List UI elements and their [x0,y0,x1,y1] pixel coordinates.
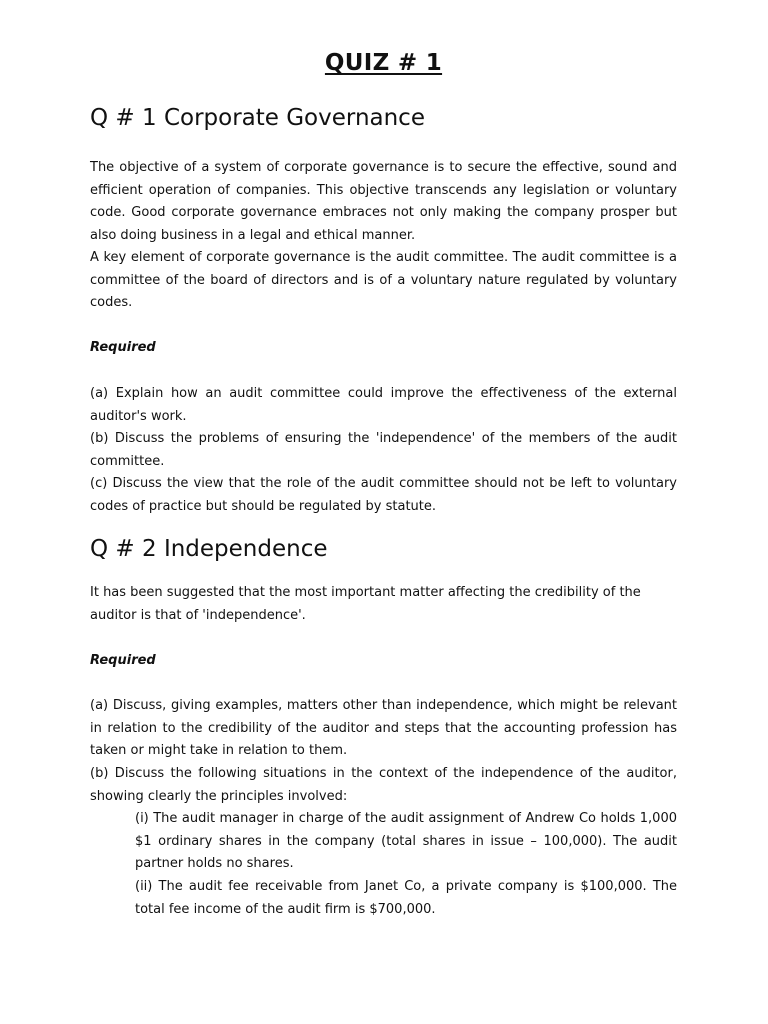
q1-part-a: (a) Explain how an audit committee could improve the effectiveness of the external auditor's work. [90,386,677,424]
q2-part-b-i: (i) The audit manager in charge of the audit assignment of Andrew Co holds 1,000 $1 ordinary shares in the company (total shares in issue – 100,000). The audit partner holds no shares. [135,811,677,872]
q1-paragraph-2: A key element of corporate governance is the audit committee. The audit committee is a committee of the board of directors and is of a voluntary nature regulated by voluntary codes. [90,250,677,311]
q2-part-a: (a) Discuss, giving examples, matters other than independence, which might be relevant in relation to the credibility of the auditor and steps that the accounting profession has taken or might take in relation to them. [90,698,677,759]
q2-heading: Q # 2 Independence [90,536,328,562]
q2-part-b: (b) Discuss the following situations in the context of the independence of the auditor, showing clearly the principles involved: [90,766,677,804]
q1-part-c: (c) Discuss the view that the role of the audit committee should not be left to voluntary codes of practice but should be regulated by statute. [90,476,677,514]
q2-required-label: Required [90,653,156,668]
q2-part-b-ii: (ii) The audit fee receivable from Janet Co, a private company is $100,000. The total fee income of the audit firm is $700,000. [135,879,677,917]
q1-paragraph-1: The objective of a system of corporate governance is to secure the effective, sound and efficient operation of companies. This objective transcends any legislation or voluntary code. Good corporate governance embraces not only making the company prosper but also doing business in a legal and ethical manner. [90,160,677,243]
q1-part-b: (b) Discuss the problems of ensuring the 'independence' of the members of the audit committee. [90,431,677,469]
q1-heading: Q # 1 Corporate Governance [90,105,425,131]
q2-intro: It has been suggested that the most important matter affecting the credibility of the auditor is that of 'independence'. [90,585,641,623]
q1-required-label: Required [90,340,156,355]
quiz-title: QUIZ # 1 [324,50,443,76]
